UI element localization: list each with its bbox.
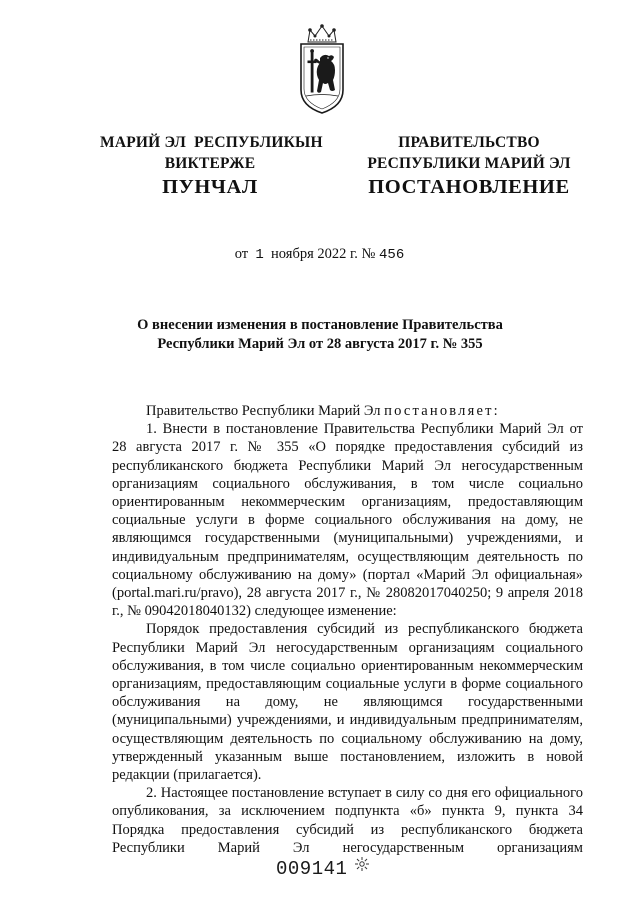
body-paragraph-3: 2. Настоящее постановление вступает в силу со дня его официального опубликования, за исключением подпункта «б» пункта 9, пункта 34 Порядка предоставления субсидий из республиканского бюджета Республики Марий Эл негосударственным организациям: [112, 785, 583, 856]
coat-of-arms-icon: [298, 20, 346, 116]
title-line2: Республики Марий Эл от 28 августа 2017 г. № 355: [157, 336, 483, 352]
title-line1: О внесении изменения в постановление Правительства: [137, 317, 503, 333]
date-month-year: ноября 2022 г. №: [271, 246, 376, 262]
header-right-line1: ПРАВИТЕЛЬСТВО: [398, 134, 540, 151]
footer-serial-number: 009141: [276, 858, 348, 880]
header-left-doc-type: ПУНЧАЛ: [162, 176, 258, 198]
header-left-line2: ВИКТЕРЖЕ: [164, 155, 256, 172]
body-intro: [112, 402, 583, 420]
body-paragraph-2: Порядок предоставления субсидий из республиканского бюджета Республики Марий Эл негосударственным организациям социального обслуживания, в том числе социально ориентированным некоммерческим организациям, предоставляющим социальные услуги в форме социального обслуживания на дому, не являющимся государственными (муниципальными) учреждениями, и индивидуальным предпринимателям, осуществляющим деятельность по социальному обслуживанию на дому, утвержденный указанным выше постановлением, изложить в новой редакции (прилагается).: [112, 621, 583, 784]
document-body: [112, 402, 583, 857]
header-left-org: [100, 132, 323, 174]
header-right-doc-type: ПОСТАНОВЛЕНИЕ: [368, 176, 570, 198]
header-right-org: [356, 132, 582, 174]
document-number: 456: [379, 247, 405, 263]
header-left-line1: МАРИЙ ЭЛ РЕСПУБЛИКЫН: [100, 134, 323, 151]
body-intro-verb: постановляет:: [384, 403, 500, 419]
security-mark-icon: [354, 856, 370, 872]
body-intro-subject: Правительство Республики Марий Эл: [146, 403, 385, 419]
document-dateline: [0, 246, 639, 263]
date-day: 1: [255, 247, 264, 263]
document-title: [100, 316, 540, 354]
body-paragraph-1: 1. Внести в постановление Правительства Республики Марий Эл от 28 августа 2017 г. № 355 «О порядке предоставления субсидий из республиканского бюджета Республики Марий Эл негосударственным организациям социального обслуживания, в том числе социально ориентированным некоммерческим организациям, предоставляющим социальные услуги в форме социального обслуживания на дому, не являющимся государственными (муниципальными) учреждениями, и индивидуальным предпринимателям, осуществляющим деятельность по социальному обслуживанию на дому» (портал «Марий Эл официальная» (portal.mari.ru/pravo), 28 августа 2017 г., № 28082017040250; 9 апреля 2018 г., № 09042018040132) следующее изменение:: [112, 421, 583, 620]
header-right-line2: РЕСПУБЛИКИ МАРИЙ ЭЛ: [367, 155, 571, 172]
date-prefix: от: [234, 246, 249, 262]
